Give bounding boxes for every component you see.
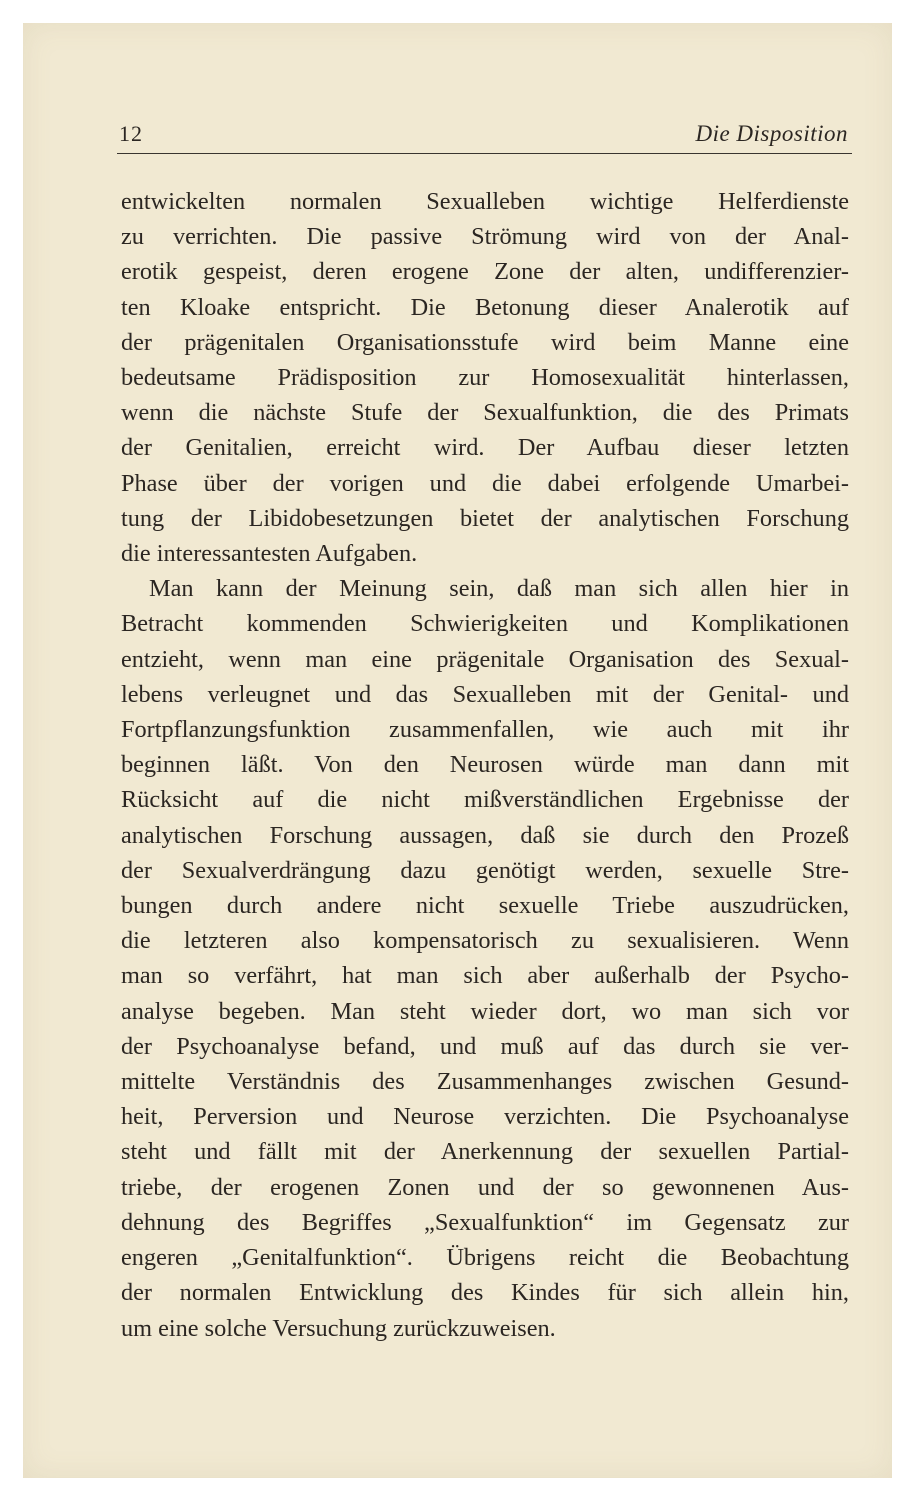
text-line: der Sexualverdrängung dazu genötigt werden, sexuelle Stre- — [121, 856, 849, 884]
text-line: steht und fällt mit der Anerkennung der sexuellen Partial- — [121, 1138, 849, 1166]
text-line: Fortpflanzungsfunktion zusammenfallen, wie auch mit ihr — [121, 716, 849, 744]
paragraph — [121, 184, 849, 571]
text-line: der Genitalien, erreicht wird. Der Aufbau dieser letzten — [121, 434, 849, 462]
text-line: entwickelten normalen Sexualleben wichtige Helferdienste — [121, 188, 849, 215]
text-line: der normalen Entwicklung des Kindes für sich allein hin, — [121, 1279, 849, 1307]
text-line: entzieht, wenn man eine prägenitale Organisation des Sexual- — [121, 645, 849, 673]
text-line: Phase über der vorigen und die dabei erfolgende Umarbei- — [121, 469, 849, 497]
text-line: ten Kloake entspricht. Die Betonung dieser Analerotik auf — [121, 293, 849, 321]
text-line: dehnung des Begriffes „Sexualfunktion“ im Gegensatz zur — [121, 1208, 849, 1236]
text-line: Man kann der Meinung sein, daß man sich allen hier in — [149, 575, 849, 603]
paragraph — [121, 571, 849, 1345]
page-number: 12 — [119, 121, 143, 146]
text-line: analytischen Forschung aussagen, daß sie durch den Prozeß — [121, 821, 849, 849]
text-line: zu verrichten. Die passive Strömung wird von der Anal- — [121, 223, 849, 251]
running-title: Die Disposition — [695, 121, 848, 146]
text-line: wenn die nächste Stufe der Sexualfunktion, die des Primats — [121, 399, 849, 427]
text-line: erotik gespeist, deren erogene Zone der alten, undifferenzier- — [121, 258, 849, 286]
text-line: lebens verleugnet und das Sexualleben mit der Genital- und — [121, 680, 849, 708]
text-line: Rücksicht auf die nicht mißverständlichen Ergebnisse der — [121, 786, 849, 814]
text-line: der Psychoanalyse befand, und muß auf das durch sie ver- — [121, 1032, 849, 1060]
text-line: der prägenitalen Organisationsstufe wird beim Manne eine — [121, 328, 849, 356]
text-line: heit, Perversion und Neurose verzichten. Die Psychoanalyse — [121, 1103, 849, 1131]
body-text — [121, 184, 849, 1346]
text-line: analyse begeben. Man steht wieder dort, wo man sich vor — [121, 997, 849, 1025]
text-line: die letzteren also kompensatorisch zu sexualisieren. Wenn — [121, 927, 849, 955]
text-line: triebe, der erogenen Zonen und der so gewonnenen Aus- — [121, 1173, 849, 1201]
text-line: mittelte Verständnis des Zusammenhanges zwischen Gesund- — [121, 1068, 849, 1096]
text-line: tung der Libidobesetzungen bietet der analytischen Forschung — [121, 504, 849, 532]
text-line: man so verfährt, hat man sich aber außerhalb der Psycho- — [121, 962, 849, 990]
book-page — [23, 23, 892, 1478]
text-line: bedeutsame Prädisposition zur Homosexualität hinterlassen, — [121, 364, 849, 392]
text-line: um eine solche Versuchung zurückzuweisen. — [121, 1314, 556, 1342]
page-header — [117, 111, 852, 154]
text-line: die interessantesten Aufgaben. — [121, 540, 418, 568]
text-line: bungen durch andere nicht sexuelle Triebe auszudrücken, — [121, 892, 849, 920]
text-line: engeren „Genitalfunktion“. Übrigens reicht die Beobachtung — [121, 1244, 849, 1272]
text-line: beginnen läßt. Von den Neurosen würde man dann mit — [121, 751, 849, 779]
text-line: Betracht kommenden Schwierigkeiten und Komplikationen — [121, 610, 849, 638]
